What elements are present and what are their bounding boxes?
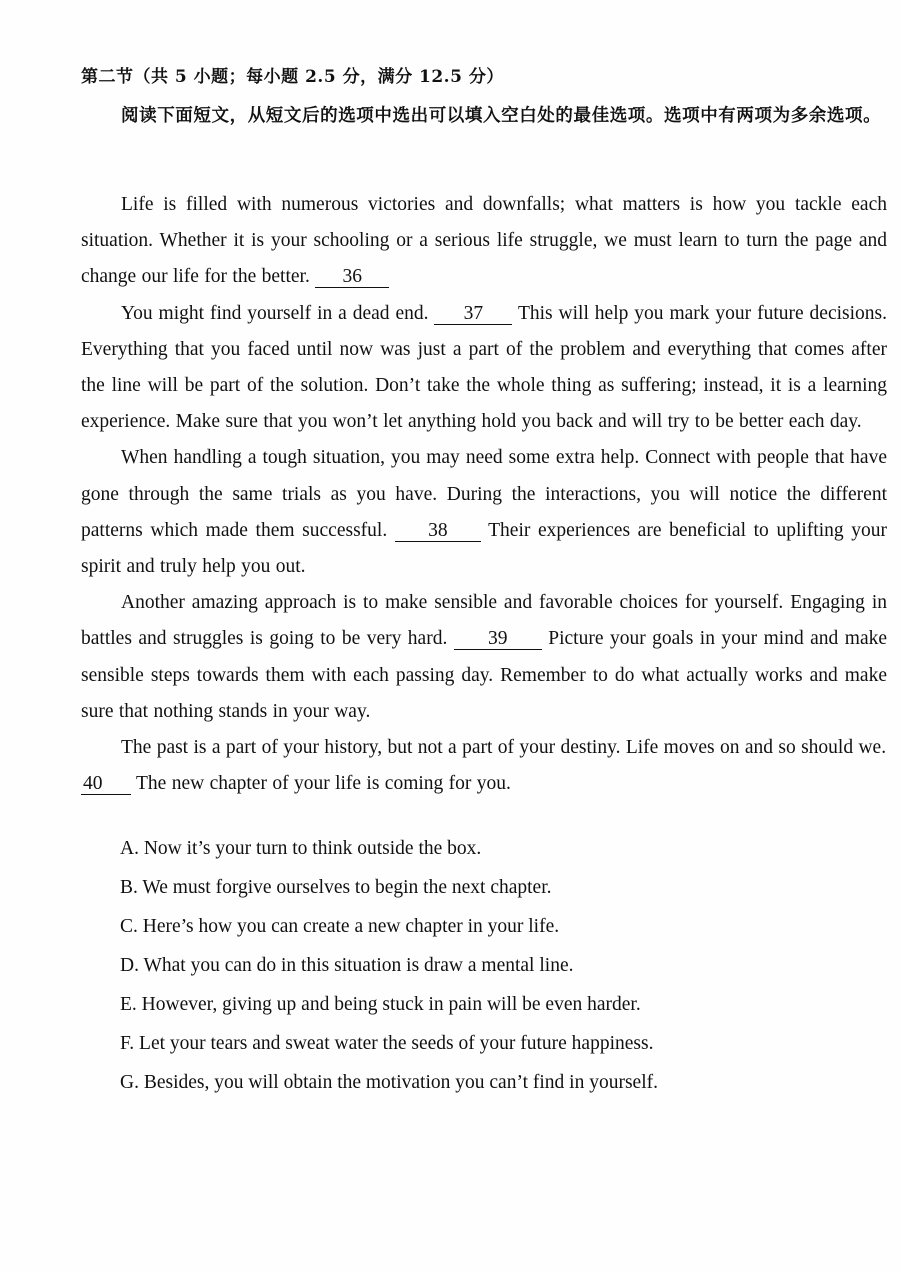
paragraph-text: The new chapter of your life is coming for you. [131,773,511,795]
blank-39: 39 [454,629,542,650]
passage-paragraph-1 [81,187,887,296]
paragraph-text: Their experiences are beneficial to uplifting your spirit and truly help you out. [81,519,887,578]
answer-options [120,829,658,1102]
option-d: D. What you can do in this situation is draw a mental line. [120,955,574,976]
option-a: A. Now it’s your turn to think outside the box. [120,838,482,859]
option-e: E. However, giving up and being stuck in pain will be even harder. [120,994,641,1015]
paragraph-text: Picture your goals in your mind and make sensible steps towards them with each passing day. Remember to do what actually works and make sure that nothing stands in your way. [81,628,887,722]
option-g: G. Besides, you will obtain the motivation you can’t find in yourself. [120,1072,658,1093]
blank-38: 38 [395,521,481,542]
paragraph-text: When handling a tough situation, you may need some extra help. Connect with people that have gone through the same trials as you have. During the interactions, you will notice the different patterns which made them successful. [81,447,887,541]
paragraph-text: The past is a part of your history, but not a part of your destiny. Life moves on and so should we. [121,737,887,759]
option-b: B. We must forgive ourselves to begin the next chapter. [120,877,552,898]
passage-paragraph-5 [81,730,887,802]
paragraph-text: This will help you mark your future decisions. Everything that you faced until now was just a part of the problem and everything that comes after the line will be part of the solution. Don’t take the whole thing as suffering; instead, it is a learning experience. Make sure that you won’t let anything hold you back and will try to be better each day. [81,302,887,433]
blank-40: 40 [81,774,131,795]
section-instructions: 阅读下面短文，从短文后的选项中选出可以填入空白处的最佳选项。选项中有两项为多余选项。 [121,106,882,126]
blank-36: 36 [315,267,389,288]
passage-paragraph-3 [81,440,887,585]
option-f: F. Let your tears and sweat water the seeds of your future happiness. [120,1033,654,1054]
paragraph-text: Life is filled with numerous victories and downfalls; what matters is how you tackle each situation. Whether it is your schooling or a serious life struggle, we must learn to turn the page and change our life for the better. [81,194,887,288]
section-title: 第二节（共 5 小题；每小题 2.5 分，满分 12.5 分） [81,67,504,87]
passage-paragraph-4 [81,585,887,730]
passage-paragraph-2 [81,296,887,441]
blank-37: 37 [434,304,512,325]
paragraph-text: You might find yourself in a dead end. [121,302,435,324]
paragraph-text: Another amazing approach is to make sensible and favorable choices for yourself. Engaging in battles and struggles is going to be very hard. [81,592,887,650]
reading-passage [81,187,887,802]
option-c: C. Here’s how you can create a new chapter in your life. [120,916,560,937]
